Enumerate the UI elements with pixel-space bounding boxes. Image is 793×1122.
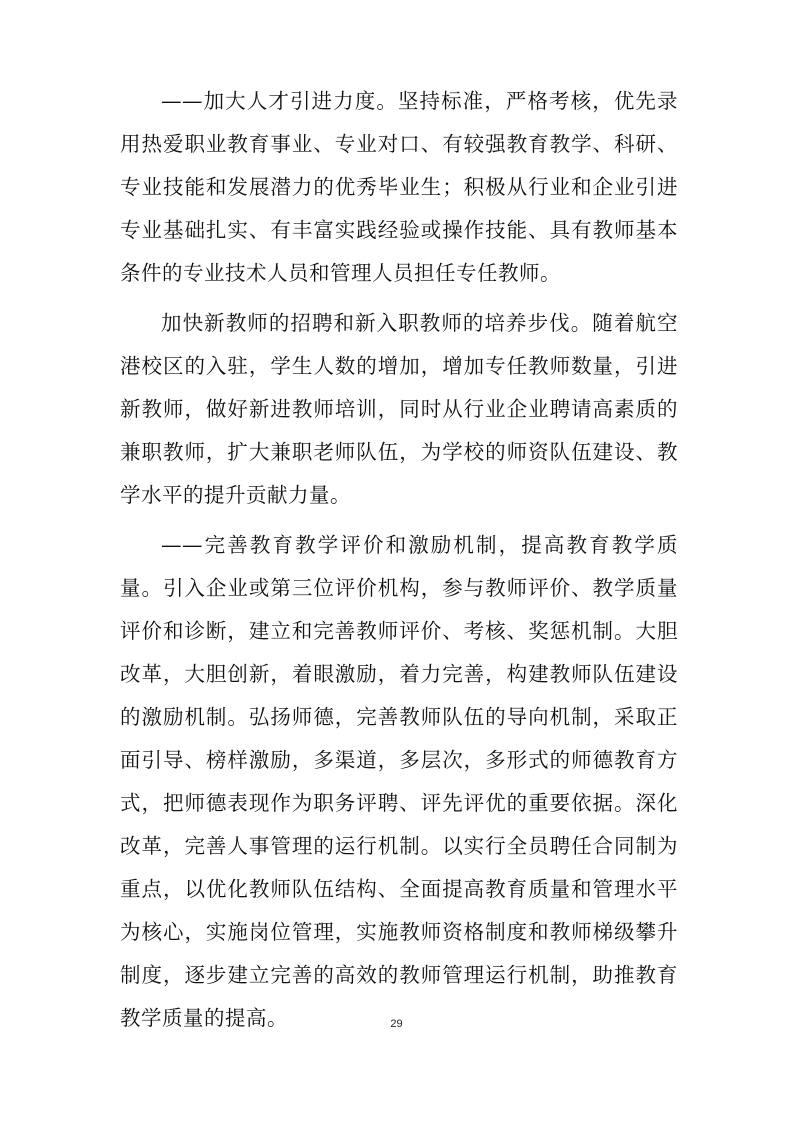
text-line: 教学质量的提高。 (120, 1006, 288, 1030)
text-line: 加快新教师的招聘和新入职教师的培养步伐。随着航空 (161, 311, 678, 335)
text-line: 为核心，实施岗位管理，实施教师资格制度和教师梯级攀升 (120, 920, 678, 944)
text-line: 评价和诊断，建立和完善教师评价、考核、奖惩机制。大胆 (120, 619, 678, 643)
paragraph-gap (120, 295, 678, 302)
page-number: 29 (390, 1018, 403, 1030)
text-line: 面引导、榜样激励，多渠道，多层次，多形式的师德教育方 (120, 748, 678, 772)
text-line: 制度，逐步建立完善的高效的教师管理运行机制，助推教育 (120, 963, 678, 987)
text-line: 的激励机制。弘扬师德，完善教师队伍的导向机制，采取正 (120, 705, 678, 729)
text-line: 兼职教师，扩大兼职老师队伍，为学校的师资队伍建设、教 (120, 440, 678, 464)
text-line: 重点，以优化教师队伍结构、全面提高教育质量和管理水平 (120, 877, 678, 901)
paragraph-gap (120, 517, 678, 524)
text-line: ——加大人才引进力度。坚持标准，严格考核，优先录 (161, 89, 678, 113)
text-line: 用热爱职业教育事业、专业对口、有较强教育教学、科研、 (120, 132, 678, 156)
paragraph (120, 302, 678, 517)
text-line: 专业技能和发展潜力的优秀毕业生；积极从行业和企业引进 (120, 175, 678, 199)
text-line: 条件的专业技术人员和管理人员担任专任教师。 (120, 261, 561, 285)
body-text (120, 80, 678, 1040)
paragraph (120, 524, 678, 1040)
text-line: 改革，大胆创新，着眼激励，着力完善，构建教师队伍建设 (120, 662, 678, 686)
text-line: 式，把师德表现作为职务评聘、评先评优的重要依据。深化 (120, 791, 678, 815)
text-line: 改革，完善人事管理的运行机制。以实行全员聘任合同制为 (120, 834, 678, 858)
text-line: 港校区的入驻，学生人数的增加，增加专任教师数量，引进 (120, 354, 678, 378)
text-line: 专业基础扎实、有丰富实践经验或操作技能、具有教师基本 (120, 218, 678, 242)
text-line: ——完善教育教学评价和激励机制，提高教育教学质 (161, 533, 678, 557)
paragraph (120, 80, 678, 295)
text-line: 学水平的提升贡献力量。 (120, 483, 351, 507)
text-line: 量。引入企业或第三位评价机构，参与教师评价、教学质量 (120, 576, 678, 600)
text-line: 新教师，做好新进教师培训，同时从行业企业聘请高素质的 (120, 397, 678, 421)
